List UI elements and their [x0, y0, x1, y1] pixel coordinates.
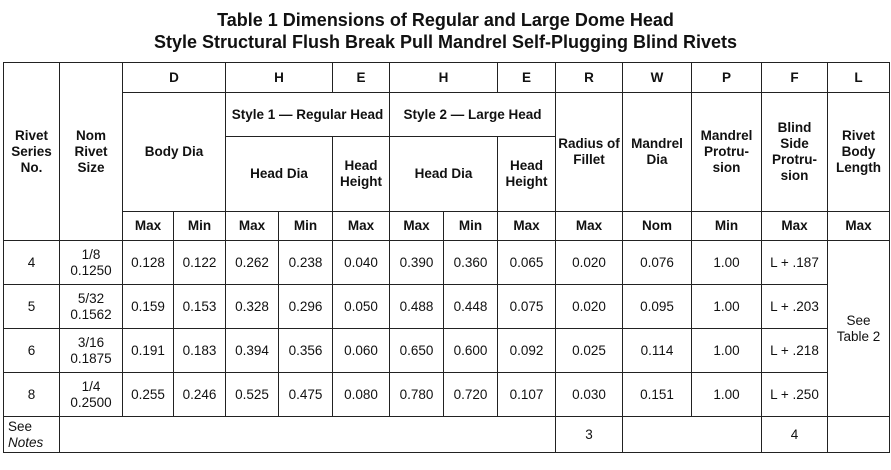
value-cell: 0.238 [279, 241, 333, 285]
limit-cell: Min [174, 212, 226, 241]
value-cell: 1.00 [692, 285, 762, 329]
header-radius-of-fillet: Radius of Fillet [556, 93, 623, 212]
header-letter-r: R [556, 63, 623, 93]
limit-cell: Max [828, 212, 890, 241]
value-cell: 0.262 [226, 241, 279, 285]
value-cell: 0.525 [226, 373, 279, 417]
value-cell: 0.720 [444, 373, 498, 417]
size-decimal: 0.1562 [70, 306, 112, 322]
value-cell: 0.020 [556, 285, 623, 329]
value-cell: 0.390 [390, 241, 444, 285]
table-row [4, 329, 890, 373]
value-cell: 0.328 [226, 285, 279, 329]
limit-cell: Min [279, 212, 333, 241]
size-fraction: 5/32 [77, 290, 105, 306]
value-cell: 0.488 [390, 285, 444, 329]
value-cell: 0.600 [444, 329, 498, 373]
value-cell: 0.183 [174, 329, 226, 373]
value-cell: 0.650 [390, 329, 444, 373]
series-cell: 4 [4, 241, 60, 285]
header-letter-d: D [123, 63, 226, 93]
value-cell: 0.092 [498, 329, 556, 373]
value-cell: L + .187 [762, 241, 828, 285]
limit-cell: Max [333, 212, 390, 241]
table-row [4, 241, 890, 285]
table-row [4, 373, 890, 417]
header-style1-head-height: Head Height [333, 137, 390, 212]
value-cell: 0.114 [623, 329, 692, 373]
header-style2-head-height: Head Height [498, 137, 556, 212]
value-cell: 0.151 [623, 373, 692, 417]
notes-empty-span [60, 417, 556, 453]
header-mandrel-dia: Mandrel Dia [623, 93, 692, 212]
size-decimal: 0.1250 [70, 262, 112, 278]
title-line-1: Table 1 Dimensions of Regular and Large Dome Head [217, 10, 674, 30]
limit-cell: Nom [623, 212, 692, 241]
size-cell [60, 241, 123, 285]
notes-empty-span-2 [623, 417, 762, 453]
limit-cell: Max [123, 212, 174, 241]
value-cell: L + .250 [762, 373, 828, 417]
header-style-2: Style 2 — Large Head [390, 93, 556, 137]
size-decimal: 0.1875 [70, 350, 112, 366]
header-style1-head-dia: Head Dia [226, 137, 333, 212]
value-cell: 0.246 [174, 373, 226, 417]
value-cell: 1.00 [692, 373, 762, 417]
header-letter-e1: E [333, 63, 390, 93]
value-cell: 0.025 [556, 329, 623, 373]
size-fraction: 1/4 [81, 378, 101, 394]
size-fraction: 1/8 [81, 246, 101, 262]
value-cell: 1.00 [692, 241, 762, 285]
value-cell: 0.356 [279, 329, 333, 373]
limit-cell: Max [762, 212, 828, 241]
header-style-1: Style 1 — Regular Head [226, 93, 390, 137]
header-mandrel-protrusion: Mandrel Protru- sion [692, 93, 762, 212]
header-letter-h2: H [390, 63, 498, 93]
note-f-cell: 4 [762, 417, 828, 453]
size-cell [60, 329, 123, 373]
limit-cell: Min [692, 212, 762, 241]
dimensions-table [3, 62, 890, 453]
series-cell: 8 [4, 373, 60, 417]
header-letter-p: P [692, 63, 762, 93]
value-cell: L + .203 [762, 285, 828, 329]
notes-empty-l [828, 417, 890, 453]
value-cell: 0.296 [279, 285, 333, 329]
value-cell: 0.080 [333, 373, 390, 417]
value-cell: 0.030 [556, 373, 623, 417]
value-cell: 0.076 [623, 241, 692, 285]
limit-cell: Max [498, 212, 556, 241]
value-cell: 0.255 [123, 373, 174, 417]
limit-cell: Max [556, 212, 623, 241]
value-cell: 0.191 [123, 329, 174, 373]
header-nom-rivet-size: Nom Rivet Size [60, 63, 123, 241]
value-cell: 0.448 [444, 285, 498, 329]
header-letter-e2: E [498, 63, 556, 93]
value-cell: 0.040 [333, 241, 390, 285]
note-r-cell: 3 [556, 417, 623, 453]
table-row [4, 285, 890, 329]
series-cell: 6 [4, 329, 60, 373]
value-cell: 1.00 [692, 329, 762, 373]
size-fraction: 3/16 [77, 334, 105, 350]
size-cell [60, 373, 123, 417]
table-title [0, 0, 891, 52]
value-cell: 0.095 [623, 285, 692, 329]
size-decimal: 0.2500 [70, 394, 112, 410]
value-cell: 0.075 [498, 285, 556, 329]
header-letter-w: W [623, 63, 692, 93]
value-cell: 0.065 [498, 241, 556, 285]
header-style2-head-dia: Head Dia [390, 137, 498, 212]
limit-cell: Max [226, 212, 279, 241]
value-cell: 0.780 [390, 373, 444, 417]
title-line-2: Style Structural Flush Break Pull Mandrel Self-Plugging Blind Rivets [153, 32, 738, 52]
value-cell: 0.020 [556, 241, 623, 285]
header-letter-h1: H [226, 63, 333, 93]
value-cell: 0.159 [123, 285, 174, 329]
value-cell: 0.122 [174, 241, 226, 285]
header-row-letters [4, 63, 890, 93]
limit-cell: Max [390, 212, 444, 241]
value-cell: 0.394 [226, 329, 279, 373]
see-notes-line-2: Notes [8, 434, 44, 450]
header-row-limits [4, 212, 890, 241]
see-table-2-cell: See Table 2 [828, 241, 890, 417]
header-row-styles [4, 93, 890, 137]
size-cell [60, 285, 123, 329]
header-rivet-series: Rivet Series No. [4, 63, 60, 241]
notes-row [4, 417, 890, 453]
value-cell: 0.360 [444, 241, 498, 285]
value-cell: 0.060 [333, 329, 390, 373]
header-letter-f: F [762, 63, 828, 93]
series-cell: 5 [4, 285, 60, 329]
header-blind-side-protrusion: Blind Side Protru- sion [762, 93, 828, 212]
value-cell: 0.050 [333, 285, 390, 329]
see-notes-label [4, 417, 60, 453]
value-cell: 0.128 [123, 241, 174, 285]
header-rivet-body-length: Rivet Body Length [828, 93, 890, 212]
value-cell: 0.153 [174, 285, 226, 329]
value-cell: 0.107 [498, 373, 556, 417]
limit-cell: Min [444, 212, 498, 241]
see-notes-line-1: See [8, 418, 33, 434]
header-body-dia: Body Dia [123, 93, 226, 212]
value-cell: 0.475 [279, 373, 333, 417]
value-cell: L + .218 [762, 329, 828, 373]
header-letter-l: L [828, 63, 890, 93]
